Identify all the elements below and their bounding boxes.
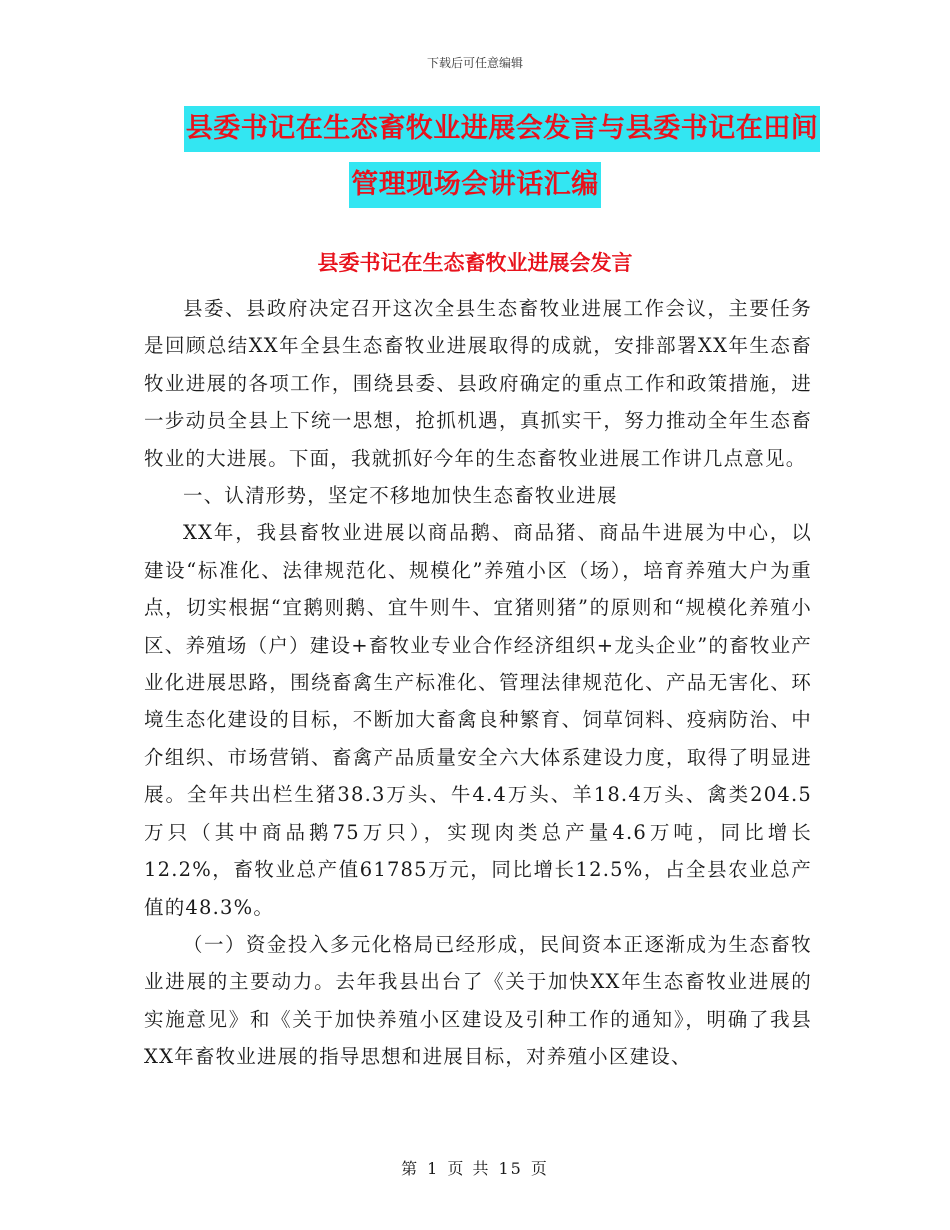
body-text — [144, 290, 812, 1076]
paragraph: （一）资金投入多元化格局已经形成，民间资本正逐渐成为生态畜牧业进展的主要动力。去年我县出台了《关于加快XX年生态畜牧业进展的实施意见》和《关于加快养殖小区建设及引种工作的通知》，明确了我县XX年畜牧业进展的指导思想和进展目标，对养殖小区建设、 — [144, 932, 812, 1069]
title-line-1: 县委书记在生态畜牧业进展会发言与县委书记在田间 — [184, 106, 821, 152]
page-number: 1 — [427, 1159, 440, 1178]
page-footer — [0, 1156, 950, 1179]
paragraph: 县委、县政府决定召开这次全县生态畜牧业进展工作会议，主要任务是回顾总结XX年全县生态畜牧业进展取得的成就，安排部署XX年生态畜牧业进展的各项工作，围绕县委、县政府确定的重点工作和政策措施，进一步动员全县上下统一思想，抢抓机遇，真抓实干，努力推动全年生态畜牧业的大进展。下面，我就抓好今年的生态畜牧业进展工作讲几点意见。 — [144, 297, 812, 470]
title-line-2: 管理现场会讲话汇编 — [349, 162, 601, 208]
paragraph: XX年，我县畜牧业进展以商品鹅、商品猪、商品牛进展为中心，以建设“标准化、法律规范化、规模化”养殖小区（场），培育养殖大户为重点，切实根据“宜鹅则鹅、宜牛则牛、宜猪则猪”的原则和“规模化养殖小区、养殖场（户）建设+畜牧业专业合作经济组织+龙头企业”的畜牧业产业化进展思路，围绕畜禽生产标准化、管理法律规范化、产品无害化、环境生态化建设的目标，不断加大畜禽良种繁育、饲草饲料、疫病防治、中介组织、市场营销、畜禽产品质量安全六大体系建设力度，取得了明显进展。全年共出栏生猪38.3万头、牛4.4万头、羊18.4万头、禽类204.5万只（其中商品鹅75万只），实现肉类总产量4.6万吨，同比增长12.2%，畜牧业总产值61785万元，同比增长12.5%，占全县农业总产值的48.3%。 — [144, 521, 812, 919]
document-title — [0, 106, 950, 208]
paragraph-heading: 一、认清形势，坚定不移地加快生态畜牧业进展 — [183, 484, 618, 508]
header-note: 下载后可任意编辑 — [426, 56, 523, 70]
footer-prefix: 第 — [401, 1159, 420, 1178]
footer-mid: 页 共 — [447, 1159, 491, 1178]
total-pages: 15 — [498, 1159, 523, 1178]
footer-suffix: 页 — [530, 1159, 549, 1178]
section-subtitle: 县委书记在生态畜牧业进展会发言 — [317, 250, 633, 275]
